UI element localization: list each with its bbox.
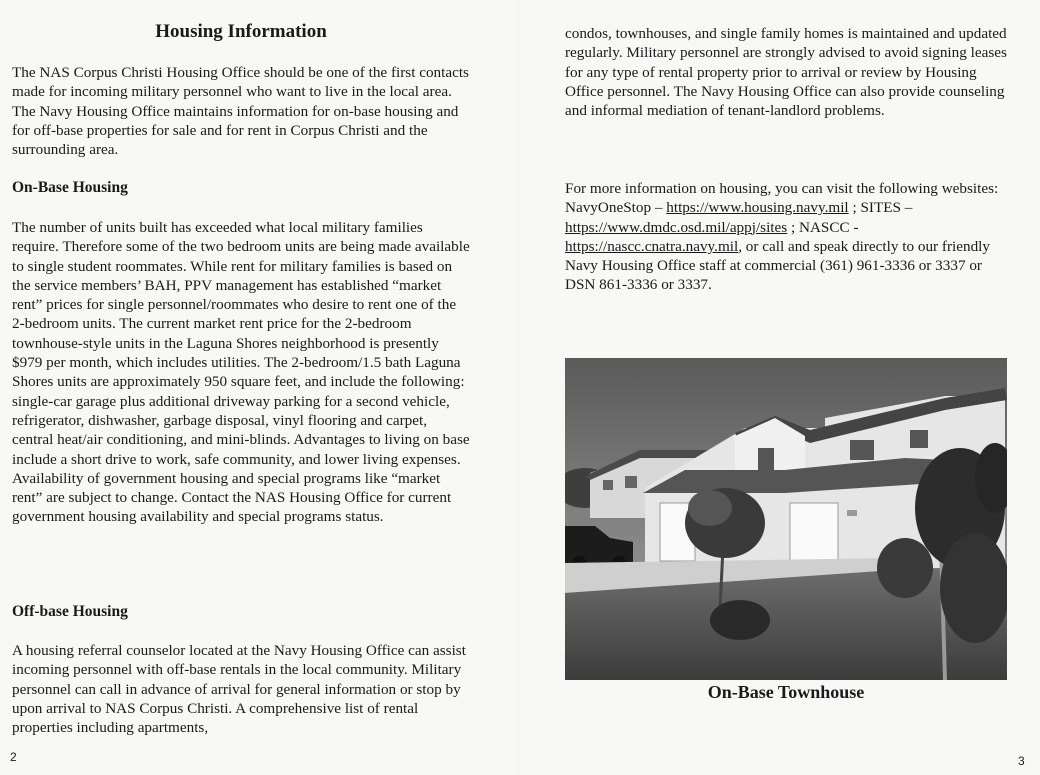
page-number-left: 2 <box>10 750 17 764</box>
page-number-right: 3 <box>1018 754 1025 768</box>
intro-paragraph: The NAS Corpus Christi Housing Office should be one of the first contacts made for incoming military personnel who want to live in the local area. The Navy Housing Office maintains information for on-base housing and for off-base properties for sale and for rent in Corpus Christi and the surrounding area. <box>12 64 469 159</box>
more-info-paragraph <box>565 179 1015 295</box>
page-title: Housing Information <box>155 21 327 42</box>
more-info-tail: , or call and speak directly to our friendly Navy Housing Office staff at commercial (361) 961-3336 or 3337 or DSN 861-3336 or 3337. <box>565 237 990 294</box>
off-base-paragraph: A housing referral counselor located at the Navy Housing Office can assist incoming personnel with off-base rentals in the local community. Military personnel can call in advance of arrival for general information or stop by upon arrival to NAS Corpus Christi. A comprehensive list of rental properties including apartments, <box>12 642 466 737</box>
link-nascc[interactable]: https://nascc.cnatra.navy.mil <box>565 237 739 255</box>
photo-caption: On-Base Townhouse <box>707 682 865 702</box>
link-dmdc-sites[interactable]: https://www.dmdc.osd.mil/appj/sites <box>565 218 788 236</box>
more-info-sep-2: ; NASCC - <box>787 218 859 236</box>
more-info-lead: For more information on housing, you can visit the following websites: NavyOneStop – <box>565 180 999 217</box>
continued-paragraph: condos, townhouses, and single family homes is maintained and updated regularly. Military personnel are strongly advised to avoid signing leases for any type of rental property prior to arrival or review by Housing Office personnel. The Navy Housing Office can also provide counseling and informal mediation of tenant-landlord problems. <box>565 25 1007 120</box>
off-base-heading: Off-base Housing <box>12 603 128 620</box>
page-gutter <box>518 0 519 775</box>
townhouse-photo <box>565 358 1007 680</box>
link-housing-navy[interactable]: https://www.housing.navy.mil <box>666 199 849 217</box>
on-base-paragraph: The number of units built has exceeded what local military families require. Therefore some of the two bedroom units are being made available to single student roommates. While rent for military families is based on the service members’ BAH, PPV management has established “market rent” prices for single personnel/roommates who desire to rent one of the 2-bedroom units. The current market rent price for the 2-bedroom townhouse-style units in the Laguna Shores neighborhood is presently $979 per month, which includes utilities. The 2-bedroom/1.5 bath Laguna Shores units are approximately 950 square feet, and include the following: single-car garage plus additional driveway parking for a second vehicle, refrigerator, dishwasher, garbage disposal, vinyl flooring and carpet, central heat/air conditioning, and mini-blinds. Advantages to living on base include a short drive to work, safe community, and lower living expenses. Availability of government housing and special programs like “market rent” are subject to change. Contact the NAS Housing Office for current government housing availability and special programs status. <box>12 219 470 526</box>
on-base-heading: On-Base Housing <box>12 179 128 196</box>
more-info-sep-1: ; SITES – <box>848 199 913 217</box>
